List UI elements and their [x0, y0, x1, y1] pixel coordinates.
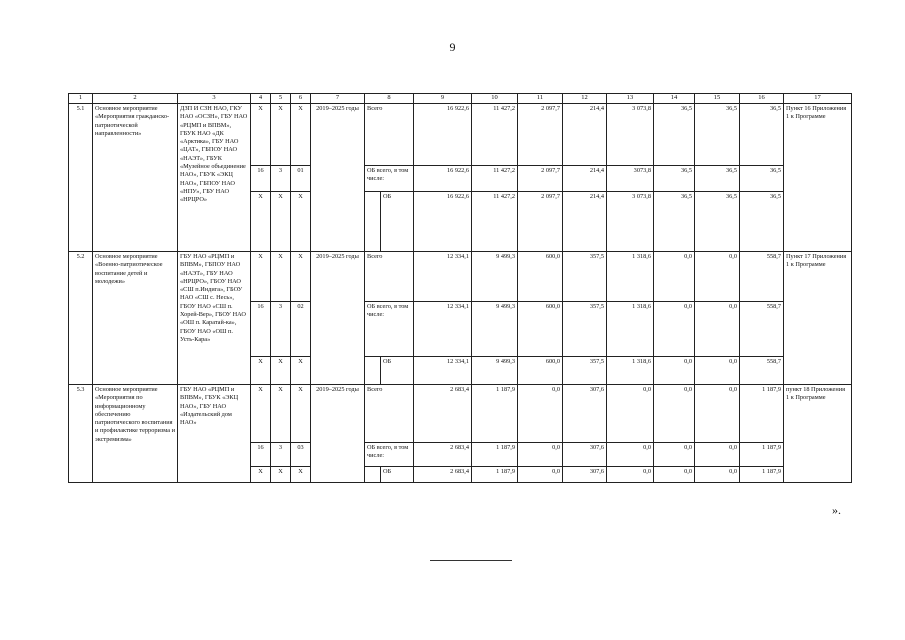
amount-cell: 0,0 [654, 357, 695, 385]
funding-source-label: ОБ [381, 192, 414, 252]
amount-cell: 36,5 [695, 192, 740, 252]
header-cell: 7 [311, 94, 365, 104]
amount-cell: 357,5 [563, 252, 607, 302]
code-cell: Х [271, 192, 291, 252]
header-cell: 2 [93, 94, 178, 104]
header-cell: 3 [178, 94, 251, 104]
header-cell: 6 [291, 94, 311, 104]
code-cell: Х [271, 252, 291, 302]
closing-quote-mark: ». [832, 503, 841, 517]
page-number: 9 [449, 40, 456, 54]
header-cell: 13 [607, 94, 654, 104]
amount-cell: 2 683,4 [414, 443, 472, 467]
measure-name: Основное мероприятие «Мероприятия по информационному обеспечению патриотического воспитания и профилактике терроризма и экстремизма» [93, 385, 178, 483]
amount-cell: 2 683,4 [414, 385, 472, 443]
code-cell: 3 [271, 443, 291, 467]
code-cell: 3 [271, 302, 291, 357]
funding-source-label: ОБ всего, в том числе: [365, 443, 414, 467]
amount-cell: 600,0 [518, 252, 563, 302]
amount-cell: 0,0 [695, 443, 740, 467]
funding-source-label: ОБ всего, в том числе: [365, 302, 414, 357]
amount-cell: 1 187,9 [472, 467, 518, 483]
amount-cell: 307,6 [563, 385, 607, 443]
measure-name: Основное мероприятие «Мероприятия гражданско-патриотической направленности» [93, 104, 178, 252]
code-cell: 3 [271, 166, 291, 192]
amount-cell: 12 334,1 [414, 357, 472, 385]
code-cell: Х [251, 357, 271, 385]
header-cell: 15 [695, 94, 740, 104]
code-cell: Х [251, 192, 271, 252]
amount-cell: 357,5 [563, 302, 607, 357]
amount-cell: 0,0 [654, 252, 695, 302]
amount-cell: 11 427,2 [472, 104, 518, 166]
amount-cell: 0,0 [654, 302, 695, 357]
amount-cell: 3 073,8 [607, 192, 654, 252]
row-number: 5.1 [69, 104, 93, 252]
amount-cell: 36,5 [740, 192, 784, 252]
header-cell: 14 [654, 94, 695, 104]
amount-cell: 1 187,9 [740, 385, 784, 443]
header-cell: 10 [472, 94, 518, 104]
amount-cell: 0,0 [654, 467, 695, 483]
amount-cell: 1 318,6 [607, 252, 654, 302]
amount-cell: 0,0 [695, 467, 740, 483]
code-cell: 02 [291, 302, 311, 357]
amount-cell: 0,0 [695, 385, 740, 443]
funding-indent-cell [365, 467, 381, 483]
amount-cell: 307,6 [563, 443, 607, 467]
amount-cell: 12 334,1 [414, 252, 472, 302]
amount-cell: 36,5 [695, 104, 740, 166]
code-cell: Х [271, 467, 291, 483]
amount-cell: 0,0 [518, 443, 563, 467]
amount-cell: 0,0 [518, 385, 563, 443]
amount-cell: 36,5 [740, 104, 784, 166]
funding-source-label: ОБ [381, 357, 414, 385]
code-cell: Х [291, 252, 311, 302]
table-row [69, 104, 852, 166]
amount-cell: 214,4 [563, 104, 607, 166]
funding-source-label: Всего [365, 252, 414, 302]
funding-source-label: ОБ всего, в том числе: [365, 166, 414, 192]
amount-cell: 1 187,9 [740, 467, 784, 483]
program-table [68, 93, 852, 483]
amount-cell: 11 427,2 [472, 192, 518, 252]
amount-cell: 2 683,4 [414, 467, 472, 483]
amount-cell: 0,0 [518, 467, 563, 483]
header-cell: 16 [740, 94, 784, 104]
amount-cell: 307,6 [563, 467, 607, 483]
amount-cell: 16 922,6 [414, 104, 472, 166]
header-cell: 5 [271, 94, 291, 104]
code-cell: Х [291, 104, 311, 166]
code-cell: Х [291, 357, 311, 385]
amount-cell: 12 334,1 [414, 302, 472, 357]
program-reference: Пункт 16 Приложения 1 к Программе [784, 104, 852, 252]
amount-cell: 9 499,3 [472, 357, 518, 385]
code-cell: Х [251, 252, 271, 302]
amount-cell: 600,0 [518, 357, 563, 385]
amount-cell: 1 187,9 [472, 385, 518, 443]
code-cell: 16 [251, 443, 271, 467]
code-cell: Х [251, 467, 271, 483]
amount-cell: 357,5 [563, 357, 607, 385]
amount-cell: 36,5 [654, 192, 695, 252]
header-cell: 1 [69, 94, 93, 104]
amount-cell: 0,0 [695, 252, 740, 302]
amount-cell: 36,5 [695, 166, 740, 192]
amount-cell: 0,0 [607, 467, 654, 483]
row-number: 5.3 [69, 385, 93, 483]
code-cell: 16 [251, 302, 271, 357]
executors-cell: ГБУ НАО «РЦМП и ВПВМ», ГБУК «ЭКЦ НАО», ГБУ НАО «Издательский дом НАО» [178, 385, 251, 483]
measure-name: Основное мероприятие «Военно-патриотическое воспитание детей и молодежи» [93, 252, 178, 385]
code-cell: 03 [291, 443, 311, 467]
program-reference: пункт 18 Приложения 1 к Программе [784, 385, 852, 483]
amount-cell: 2 097,7 [518, 104, 563, 166]
amount-cell: 3073,8 [607, 166, 654, 192]
code-cell: Х [251, 385, 271, 443]
amount-cell: 0,0 [695, 302, 740, 357]
funding-indent-cell [365, 357, 381, 385]
executors-cell: ДЗП И СЗН НАО, ГКУ НАО «ОСЗН», ГБУ НАО «РЦМП и ВПВМ», ГБУК НАО «ДК «Арктика», ГБУ НАО «ЦАТ», ГБПОУ НАО «НАЭТ», ГБУК «Музейное объединение НАО», ГБУК «ЭКЦ НАО», ГБПОУ НАО «НПУ», ГБУ НАО «НРЦРО» [178, 104, 251, 252]
header-cell: 17 [784, 94, 852, 104]
code-cell: 01 [291, 166, 311, 192]
amount-cell: 36,5 [654, 104, 695, 166]
amount-cell: 558,7 [740, 302, 784, 357]
code-cell: Х [291, 467, 311, 483]
amount-cell: 0,0 [607, 385, 654, 443]
header-cell: 12 [563, 94, 607, 104]
amount-cell: 1 318,6 [607, 302, 654, 357]
footer-divider [430, 560, 512, 561]
period-cell: 2019–2025 годы [311, 252, 365, 385]
funding-source-label: Всего [365, 385, 414, 443]
program-reference: Пункт 17 Приложения 1 к Программе [784, 252, 852, 385]
header-row [69, 94, 852, 104]
table-row [69, 252, 852, 302]
amount-cell: 558,7 [740, 252, 784, 302]
funding-source-label: ОБ [381, 467, 414, 483]
amount-cell: 1 187,9 [740, 443, 784, 467]
header-cell: 11 [518, 94, 563, 104]
amount-cell: 9 499,3 [472, 252, 518, 302]
amount-cell: 0,0 [695, 357, 740, 385]
executors-cell: ГБУ НАО «РЦМП и ВПВМ», ГБПОУ НАО «НАЭТ», ГБУ НАО «НРЦРО», ГБОУ НАО «СШ п.Индига», ГБОУ НАО «СШ с. Несь», ГБОУ НАО «СШ п. Хорей-Вер», ГБОУ НАО «ОШ п. Каратай-ка», ГБОУ НАО «ОШ п. Усть-Кара» [178, 252, 251, 385]
amount-cell: 16 922,6 [414, 192, 472, 252]
code-cell: Х [271, 385, 291, 443]
funding-indent-cell [365, 192, 381, 252]
amount-cell: 0,0 [654, 385, 695, 443]
amount-cell: 2 097,7 [518, 192, 563, 252]
code-cell: 16 [251, 166, 271, 192]
code-cell: Х [271, 104, 291, 166]
code-cell: Х [291, 385, 311, 443]
code-cell: Х [251, 104, 271, 166]
amount-cell: 36,5 [654, 166, 695, 192]
amount-cell: 214,4 [563, 166, 607, 192]
code-cell: Х [291, 192, 311, 252]
header-cell: 8 [365, 94, 414, 104]
amount-cell: 16 922,6 [414, 166, 472, 192]
amount-cell: 214,4 [563, 192, 607, 252]
amount-cell: 0,0 [654, 443, 695, 467]
period-cell: 2019–2025 годы [311, 104, 365, 252]
header-cell: 9 [414, 94, 472, 104]
header-cell: 4 [251, 94, 271, 104]
period-cell: 2019–2025 годы [311, 385, 365, 483]
amount-cell: 600,0 [518, 302, 563, 357]
amount-cell: 1 318,6 [607, 357, 654, 385]
amount-cell: 2 097,7 [518, 166, 563, 192]
amount-cell: 558,7 [740, 357, 784, 385]
amount-cell: 0,0 [607, 443, 654, 467]
amount-cell: 1 187,9 [472, 443, 518, 467]
funding-source-label: Всего [365, 104, 414, 166]
amount-cell: 3 073,8 [607, 104, 654, 166]
amount-cell: 36,5 [740, 166, 784, 192]
amount-cell: 9 499,3 [472, 302, 518, 357]
amount-cell: 11 427,2 [472, 166, 518, 192]
code-cell: Х [271, 357, 291, 385]
row-number: 5.2 [69, 252, 93, 385]
table-row [69, 385, 852, 443]
